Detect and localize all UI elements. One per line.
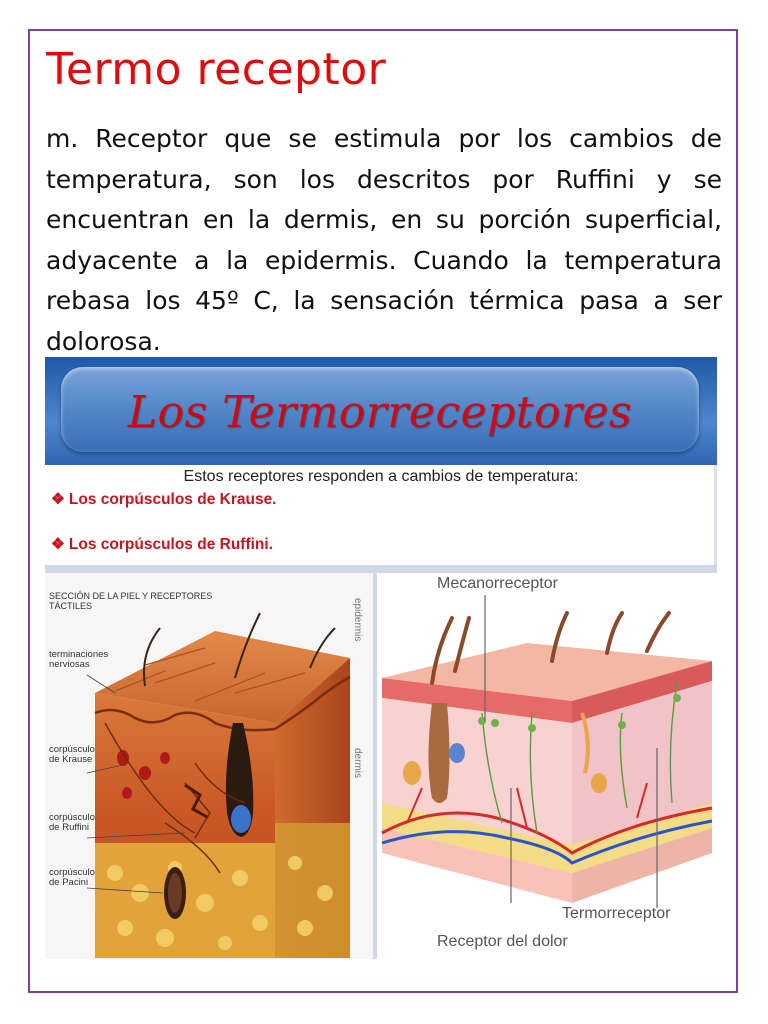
definition-text: m. Receptor que se estimula por los cambios de temperatura, son los descritos por Ruffini y se encuentran en la dermis, en su porción superficial, adyacente a la epidermis. Cuando la temperatura rebasa los 45º C, la sensación térmica pasa a ser dolorosa. — [46, 124, 722, 356]
banner-title: Los Termorreceptores — [127, 387, 633, 438]
intro-text: Estos receptores responden a cambios de temperatura: — [183, 468, 579, 485]
page-title: Termo receptor — [46, 44, 387, 95]
label-krause: corpúsculo de Krause — [49, 744, 95, 765]
figure-banner — [45, 357, 717, 465]
skin-receptors-drawing — [377, 573, 717, 959]
skin-section-illustration — [45, 573, 373, 959]
skin-receptors-illustration — [377, 573, 717, 959]
intro-box — [45, 465, 717, 565]
bullet-mark-icon: ❖ — [51, 491, 65, 508]
skin-section-heading: SECCIÓN DE LA PIEL Y RECEPTORES TÁCTILES — [49, 591, 213, 611]
label-thermoreceptor: Termorreceptor — [562, 905, 671, 922]
termorreceptores-figure — [45, 357, 717, 959]
label-nerve-endings: terminaciones nerviosas — [49, 649, 109, 670]
label-pain-receptor: Receptor del dolor — [437, 933, 568, 950]
bullet-ruffini — [51, 535, 273, 554]
bullet-ruffini-text: Los corpúsculos de Ruffini. — [68, 536, 274, 553]
illustration-panels — [45, 565, 717, 959]
bullet-krause-text: Los corpúsculos de Krause. — [68, 491, 277, 508]
label-mechanoreceptor: Mecanorreceptor — [437, 575, 558, 592]
label-ruffini: corpúsculo de Ruffini — [49, 812, 95, 833]
label-pacini: corpúsculo de Pacini — [49, 867, 95, 888]
label-epidermis: epidermis — [352, 598, 363, 642]
label-dermis: dermis — [352, 748, 363, 779]
bullet-mark-icon: ❖ — [51, 536, 65, 553]
banner-plate — [61, 367, 699, 452]
bullet-krause — [51, 490, 277, 509]
skin-block-drawing — [45, 573, 373, 959]
